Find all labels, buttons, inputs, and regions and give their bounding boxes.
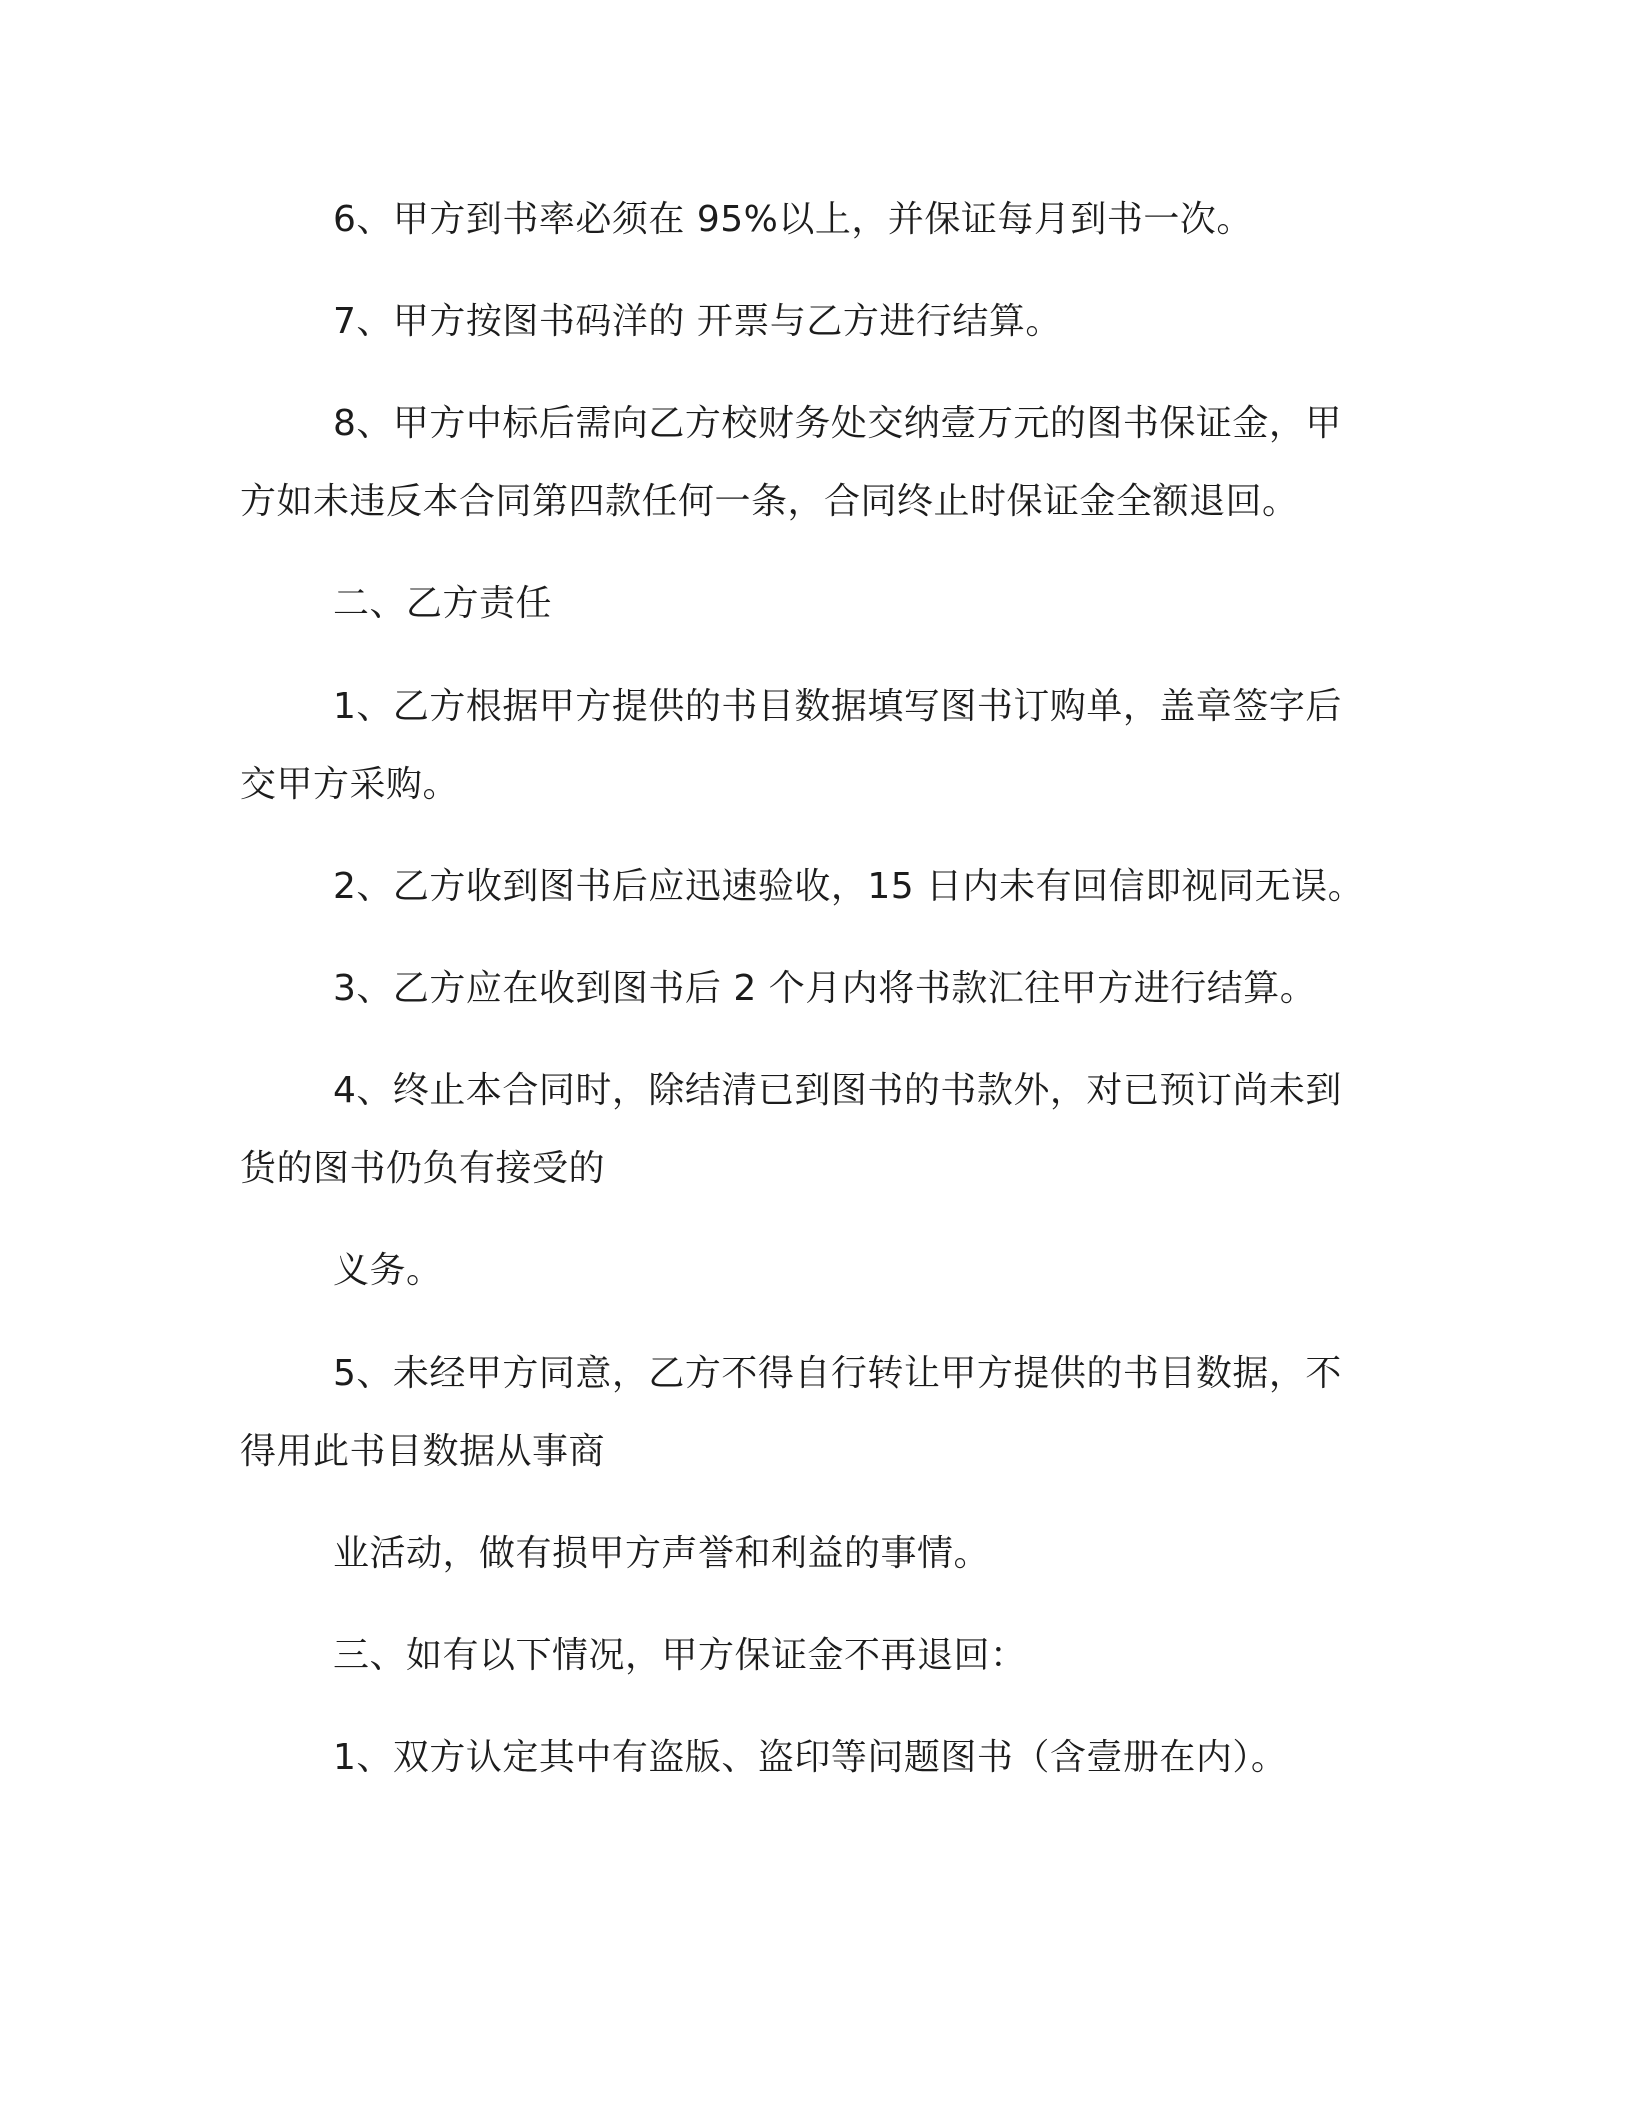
party-b-clause-4-line-3: 义务。 xyxy=(333,1250,443,1291)
section-heading-party-b: 二、乙方责任 xyxy=(333,583,553,624)
party-b-clause-5-line-3: 业活动，做有损甲方声誉和利益的事情。 xyxy=(333,1533,991,1574)
clause-6-text: 6、甲方到书率必须在 95%以上，并保证每月到书一次。 xyxy=(333,199,1253,240)
forfeit-clause-1-text: 1、双方认定其中有盗版、盗印等问题图书（含壹册在内）。 xyxy=(333,1737,1288,1778)
party-b-clause-1-line-2: 交甲方采购。 xyxy=(240,764,460,805)
party-b-clause-4-line-2: 货的图书仍负有接受的 xyxy=(240,1148,606,1189)
clause-8-text-line-1: 8、甲方中标后需向乙方校财务处交纳壹万元的图书保证金，甲 xyxy=(333,403,1342,444)
party-b-clause-2-text: 2、乙方收到图书后应迅速验收，15 日内未有回信即视同无误。 xyxy=(333,866,1365,907)
clause-8-text-line-2: 方如未违反本合同第四款任何一条，合同终止时保证金全额退回。 xyxy=(240,481,1299,522)
party-b-clause-5-line-2: 得用此书目数据从事商 xyxy=(240,1431,606,1472)
party-b-clause-4-line-1: 4、终止本合同时，除结清已到图书的书款外，对已预订尚未到 xyxy=(333,1070,1342,1111)
clause-7-text: 7、甲方按图书码洋的 开票与乙方进行结算。 xyxy=(333,301,1062,342)
party-b-clause-1-line-1: 1、乙方根据甲方提供的书目数据填写图书订购单，盖章签字后 xyxy=(333,686,1342,727)
party-b-clause-3-text: 3、乙方应在收到图书后 2 个月内将书款汇往甲方进行结算。 xyxy=(333,968,1317,1009)
party-b-clause-5-line-1: 5、未经甲方同意，乙方不得自行转让甲方提供的书目数据，不 xyxy=(333,1353,1342,1394)
section-heading-deposit-forfeit: 三、如有以下情况，甲方保证金不再退回： xyxy=(333,1635,1027,1676)
